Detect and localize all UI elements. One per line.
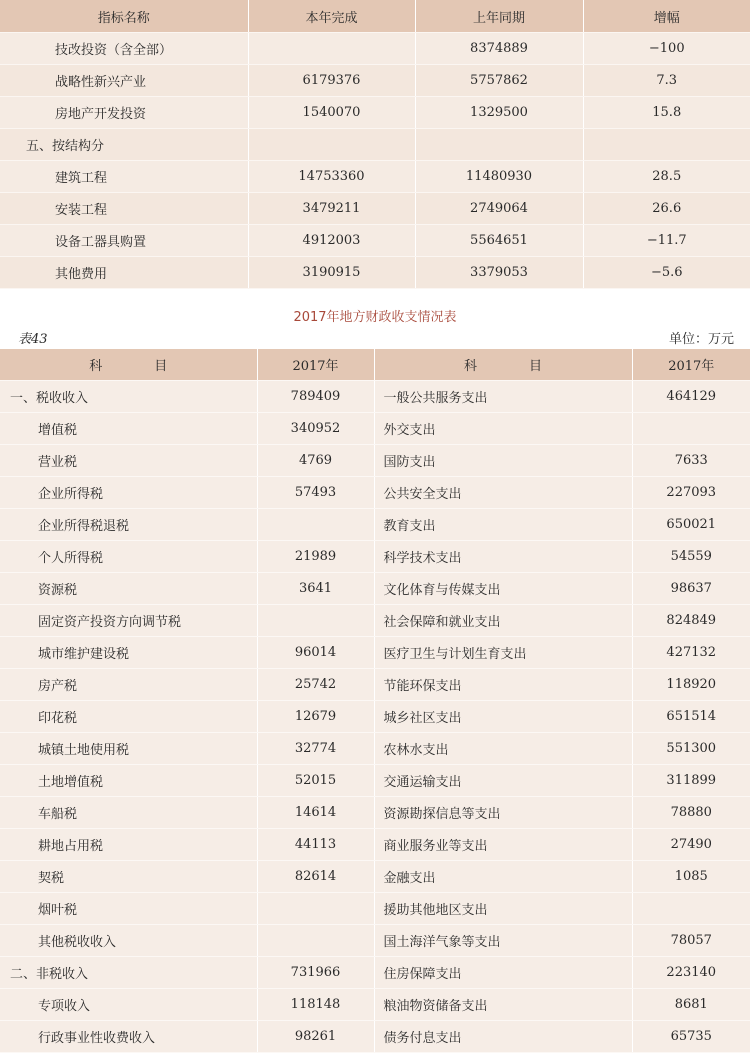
table-row [0,161,750,193]
table-row [0,129,750,161]
table-row [0,65,750,97]
row-current-value: 6179376 [248,65,415,97]
revenue-value: 789409 [257,381,374,413]
row-previous-value: 11480930 [415,161,583,193]
revenue-item: 企业所得税 [0,477,257,509]
revenue-item: 一、税收收入 [0,381,257,413]
row-name: 房地产开发投资 [0,97,248,129]
revenue-item: 耕地占用税 [0,829,257,861]
row-name: 安装工程 [0,193,248,225]
expense-item: 文化体育与传媒支出 [374,573,632,605]
header-revenue-subject: 科 目 [0,349,257,381]
table-row [0,509,750,541]
table-row [0,733,750,765]
table-row [0,765,750,797]
expense-value: 78880 [632,797,750,829]
revenue-item: 城市维护建设税 [0,637,257,669]
revenue-value: 98261 [257,1021,374,1053]
row-current-value: 1540070 [248,97,415,129]
table-row [0,573,750,605]
expense-value [632,413,750,445]
expense-value: 427132 [632,637,750,669]
expense-item: 国土海洋气象等支出 [374,925,632,957]
row-current-value [248,129,415,161]
row-name: 设备工器具购置 [0,225,248,257]
expense-value: 464129 [632,381,750,413]
table-row [0,605,750,637]
expense-item: 节能环保支出 [374,669,632,701]
expense-item: 教育支出 [374,509,632,541]
table-row [0,701,750,733]
table-row [0,989,750,1021]
row-growth-value: −5.6 [583,257,750,289]
table-row [0,1021,750,1053]
table-title: 2017年地方财政收支情况表 [293,310,457,325]
revenue-item: 专项收入 [0,989,257,1021]
expense-item: 资源勘探信息等支出 [374,797,632,829]
revenue-value: 96014 [257,637,374,669]
row-previous-value: 1329500 [415,97,583,129]
revenue-item: 城镇土地使用税 [0,733,257,765]
expense-value: 27490 [632,829,750,861]
revenue-item: 车船税 [0,797,257,829]
table-row [0,225,750,257]
revenue-value: 57493 [257,477,374,509]
row-previous-value: 5757862 [415,65,583,97]
expense-item: 公共安全支出 [374,477,632,509]
expense-item: 援助其他地区支出 [374,893,632,925]
row-name: 五、按结构分 [0,129,248,161]
expense-item: 城乡社区支出 [374,701,632,733]
table-header-row [0,349,750,381]
investment-table [0,0,750,289]
header-expense-2017: 2017年 [632,349,750,381]
revenue-item: 固定资产投资方向调节税 [0,605,257,637]
revenue-value: 21989 [257,541,374,573]
revenue-item: 资源税 [0,573,257,605]
expense-value: 311899 [632,765,750,797]
expense-value: 118920 [632,669,750,701]
row-name: 建筑工程 [0,161,248,193]
row-growth-value [583,129,750,161]
row-current-value [248,33,415,65]
row-previous-value: 3379053 [415,257,583,289]
table-number: 表43 [18,332,48,347]
header-revenue-2017: 2017年 [257,349,374,381]
revenue-item: 行政事业性收费收入 [0,1021,257,1053]
revenue-value: 731966 [257,957,374,989]
table-row [0,829,750,861]
header-growth: 增幅 [583,0,750,33]
revenue-value: 340952 [257,413,374,445]
table-row [0,381,750,413]
expense-value: 551300 [632,733,750,765]
row-current-value: 3190915 [248,257,415,289]
revenue-item: 个人所得税 [0,541,257,573]
table-row [0,669,750,701]
header-previous-year: 上年同期 [415,0,583,33]
row-growth-value: 7.3 [583,65,750,97]
expense-value: 78057 [632,925,750,957]
revenue-value: 52015 [257,765,374,797]
row-name: 技改投资（含全部） [0,33,248,65]
row-previous-value: 2749064 [415,193,583,225]
table-row [0,925,750,957]
revenue-item: 契税 [0,861,257,893]
expense-item: 一般公共服务支出 [374,381,632,413]
revenue-item: 增值税 [0,413,257,445]
table-row [0,541,750,573]
revenue-value [257,893,374,925]
revenue-value: 14614 [257,797,374,829]
row-growth-value: 28.5 [583,161,750,193]
table-row [0,445,750,477]
header-expense-subject: 科 目 [374,349,632,381]
revenue-value: 82614 [257,861,374,893]
expense-item: 农林水支出 [374,733,632,765]
expense-value: 223140 [632,957,750,989]
table-row [0,957,750,989]
revenue-item: 烟叶税 [0,893,257,925]
expense-value: 651514 [632,701,750,733]
revenue-value: 118148 [257,989,374,1021]
expense-item: 医疗卫生与计划生育支出 [374,637,632,669]
expense-item: 交通运输支出 [374,765,632,797]
revenue-value: 44113 [257,829,374,861]
expense-item: 商业服务业等支出 [374,829,632,861]
expense-item: 科学技术支出 [374,541,632,573]
revenue-value: 4769 [257,445,374,477]
row-current-value: 3479211 [248,193,415,225]
row-growth-value: 26.6 [583,193,750,225]
expense-item: 社会保障和就业支出 [374,605,632,637]
expense-value: 54559 [632,541,750,573]
revenue-value: 25742 [257,669,374,701]
expense-value: 65735 [632,1021,750,1053]
unit-label: 单位：万元 [668,332,734,347]
table-row [0,893,750,925]
revenue-value: 12679 [257,701,374,733]
row-growth-value: 15.8 [583,97,750,129]
table-row [0,193,750,225]
expense-value [632,893,750,925]
revenue-value [257,509,374,541]
table-row [0,257,750,289]
table-row [0,413,750,445]
revenue-value [257,605,374,637]
table-row [0,637,750,669]
expense-item: 住房保障支出 [374,957,632,989]
expense-value: 650021 [632,509,750,541]
revenue-value: 32774 [257,733,374,765]
revenue-item: 营业税 [0,445,257,477]
row-growth-value: −100 [583,33,750,65]
revenue-item: 土地增值税 [0,765,257,797]
row-growth-value: −11.7 [583,225,750,257]
table-row [0,97,750,129]
table-row [0,33,750,65]
table-header-row [0,0,750,33]
revenue-item: 房产税 [0,669,257,701]
expense-value: 227093 [632,477,750,509]
revenue-value [257,925,374,957]
expense-item: 金融支出 [374,861,632,893]
expense-item: 外交支出 [374,413,632,445]
row-previous-value: 5564651 [415,225,583,257]
fiscal-table [0,349,750,1053]
revenue-item: 企业所得税退税 [0,509,257,541]
expense-value: 8681 [632,989,750,1021]
revenue-value: 3641 [257,573,374,605]
header-indicator-name: 指标名称 [0,0,248,33]
revenue-item: 其他税收收入 [0,925,257,957]
expense-value: 824849 [632,605,750,637]
row-current-value: 14753360 [248,161,415,193]
expense-value: 1085 [632,861,750,893]
row-current-value: 4912003 [248,225,415,257]
expense-value: 7633 [632,445,750,477]
row-name: 其他费用 [0,257,248,289]
revenue-item: 二、非税收入 [0,957,257,989]
expense-value: 98637 [632,573,750,605]
revenue-item: 印花税 [0,701,257,733]
expense-item: 粮油物资储备支出 [374,989,632,1021]
expense-item: 国防支出 [374,445,632,477]
table-row [0,861,750,893]
table-row [0,797,750,829]
row-previous-value: 8374889 [415,33,583,65]
row-previous-value [415,129,583,161]
expense-item: 债务付息支出 [374,1021,632,1053]
table-row [0,477,750,509]
row-name: 战略性新兴产业 [0,65,248,97]
header-current-year: 本年完成 [248,0,415,33]
